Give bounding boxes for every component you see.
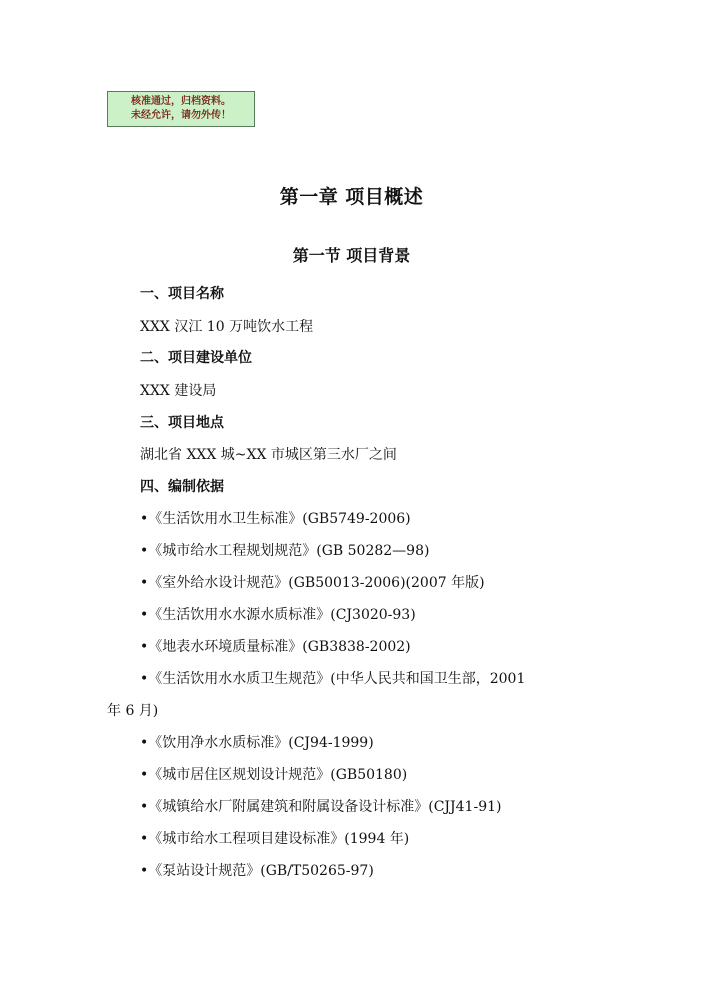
basis-item: •《饮用净水水质标准》(CJ94-1999): [140, 735, 374, 751]
heading-compilation-basis: 四、编制依据: [140, 479, 224, 495]
basis-item: •《泵站设计规范》(GB/T50265-97): [140, 863, 374, 879]
stamp-line-1: 核准通过，归档资料。: [131, 96, 231, 107]
basis-item: •《城镇给水厂附属建筑和附属设备设计标准》(CJJ41-91): [140, 799, 502, 815]
approval-stamp: [107, 91, 255, 127]
heading-construction-unit: 二、项目建设单位: [140, 350, 252, 366]
basis-item: •《室外给水设计规范》(GB50013-2006)(2007 年版): [140, 575, 485, 591]
basis-item: •《城市给水工程项目建设标准》(1994 年): [140, 831, 410, 847]
basis-item: •《生活饮用水水源水质标准》(CJ3020-93): [140, 607, 416, 623]
heading-project-location: 三、项目地点: [140, 415, 224, 431]
heading-project-name: 一、项目名称: [140, 286, 224, 302]
basis-item-continuation: 年 6 月): [107, 703, 159, 719]
basis-item: •《城市给水工程规划规范》(GB 50282—98): [140, 543, 430, 559]
chapter-title: 第一章 项目概述: [279, 186, 424, 208]
construction-unit-value: XXX 建设局: [140, 383, 217, 399]
basis-item: •《生活饮用水卫生标准》(GB5749-2006): [140, 511, 411, 527]
section-title: 第一节 项目背景: [292, 246, 411, 265]
basis-item: •《生活饮用水水质卫生规范》(中华人民共和国卫生部，2001: [140, 671, 526, 687]
basis-item: •《地表水环境质量标准》(GB3838-2002): [140, 639, 411, 655]
project-location-value: 湖北省 XXX 城~XX 市城区第三水厂之间: [140, 447, 397, 463]
project-name-value: XXX 汉江 10 万吨饮水工程: [140, 319, 314, 335]
stamp-line-2: 未经允许，请勿外传！: [131, 110, 231, 121]
basis-item: •《城市居住区规划设计规范》(GB50180): [140, 767, 408, 783]
